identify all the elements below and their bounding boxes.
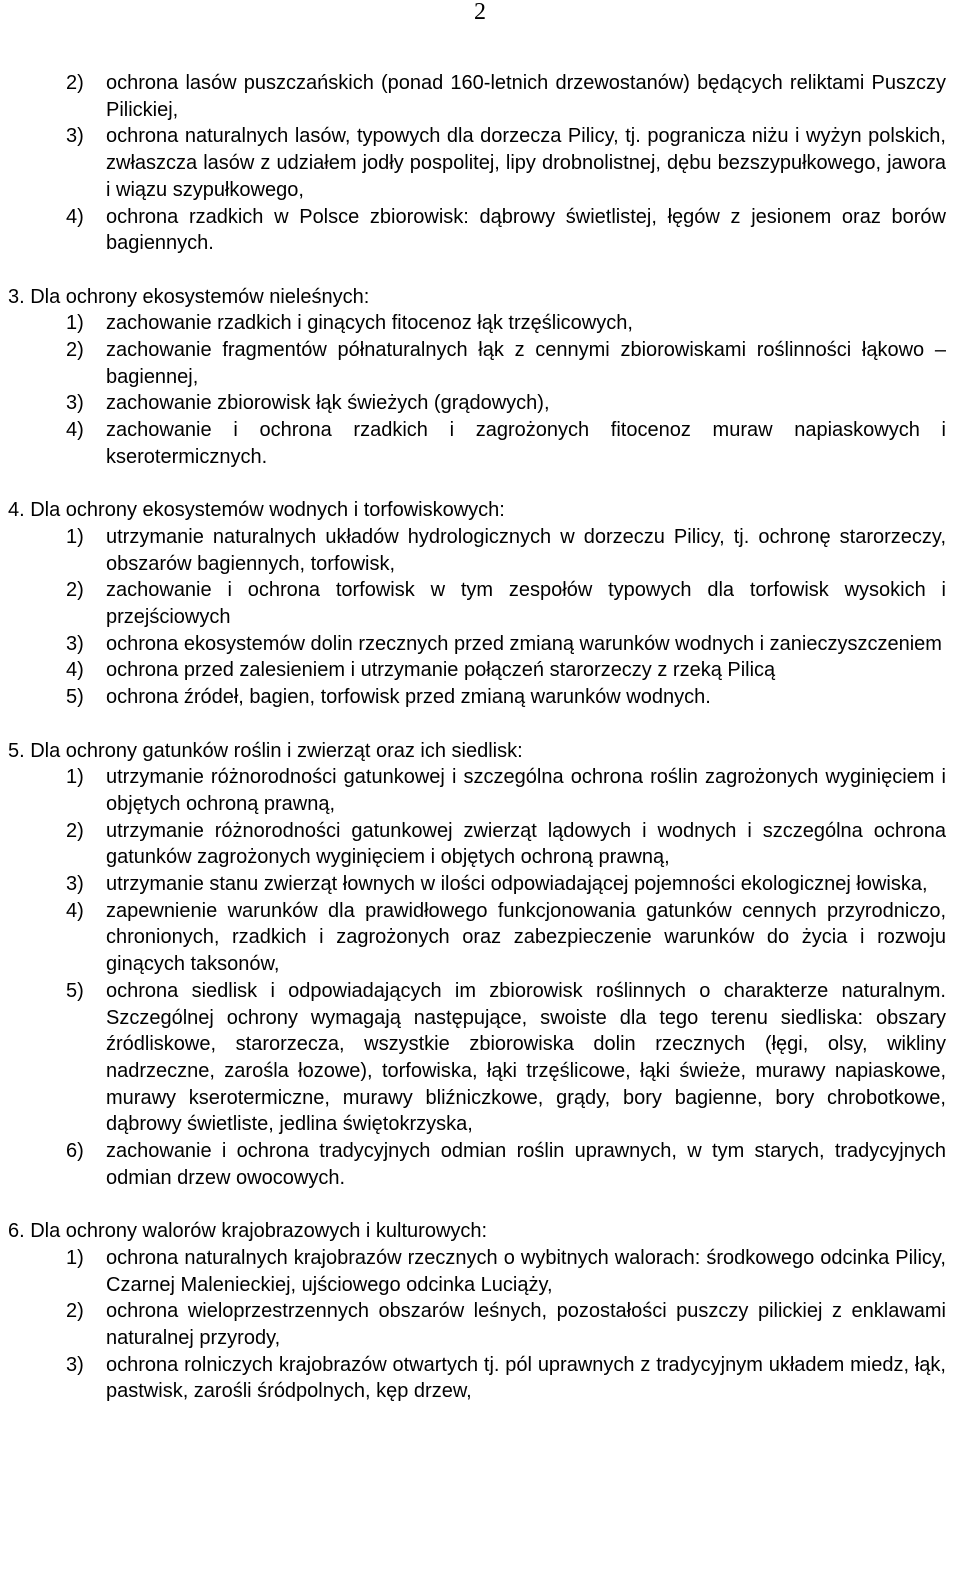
top-list — [0, 70, 960, 257]
item-text: ochrona ekosystemów dolin rzecznych przed zmianą warunków wodnych i zanieczyszczeniem — [106, 632, 942, 655]
document-content — [0, 70, 960, 1432]
item-text: ochrona rolniczych krajobrazów otwartych tj. pól uprawnych z tradycyjnym układem miedz, łąk, pastwisk, zarośli śródpolnych, kęp drzew, — [106, 1353, 946, 1403]
item-number: 5) — [66, 979, 84, 1002]
item-number: 1) — [66, 525, 84, 548]
item-number: 3) — [66, 125, 84, 148]
item-text: ochrona lasów puszczańskich (ponad 160-letnich drzewostanów) będących reliktami Puszczy Pilickiej, — [106, 72, 946, 121]
list-item — [0, 898, 946, 978]
item-number: 2) — [66, 339, 84, 362]
item-text: utrzymanie różnorodności gatunkowej zwierząt lądowych i wodnych i szczególna ochrona gatunków zagrożonych wyginięciem i objętych ochroną prawną, — [106, 819, 946, 869]
item-text: ochrona wieloprzestrzennych obszarów leśnych, pozostałości puszczy pilickiej z enklawami naturalnej przyrody, — [106, 1300, 946, 1349]
list-item — [0, 684, 946, 711]
item-number: 2) — [66, 579, 84, 602]
item-text: utrzymanie stanu zwierząt łownych w ilości odpowiadającej pojemności ekologicznej łowiska, — [106, 873, 928, 896]
item-number: 4) — [66, 419, 84, 442]
item-text: ochrona rzadkich w Polsce zbiorowisk: dąbrowy świetlistej, łęgów z jesionem oraz borów bagiennych. — [106, 205, 946, 255]
list-item — [0, 1352, 946, 1405]
item-number: 1) — [66, 1246, 84, 1269]
item-number: 5) — [66, 686, 84, 709]
list-item — [0, 123, 946, 203]
item-number: 2) — [66, 1300, 84, 1323]
list-item — [0, 204, 946, 257]
section-6 — [0, 1218, 960, 1405]
item-number: 1) — [66, 766, 84, 789]
item-text: zachowanie i ochrona rzadkich i zagrożonych fitocenoz muraw napiaskowych i kserotermicznych. — [106, 419, 946, 468]
item-number: 3) — [66, 392, 84, 415]
item-text: zapewnienie warunków dla prawidłowego funkcjonowania gatunków cennych przyrodniczo, chronionych, rzadkich i zagrożonych oraz zabezpieczenie warunków do życia i rozwoju ginących taksonów, — [106, 899, 946, 976]
list-item — [0, 1138, 946, 1191]
item-number: 3) — [66, 1353, 84, 1376]
item-text: zachowanie fragmentów półnaturalnych łąk z cennymi zbiorowiskami roślinności łąkowo – bagiennej, — [106, 339, 946, 388]
list-item — [0, 70, 946, 123]
item-text: utrzymanie naturalnych układów hydrologicznych w dorzeczu Pilicy, tj. ochronę starorzeczy, obszarów bagiennych, torfowisk, — [106, 525, 946, 575]
list-item — [0, 1245, 946, 1298]
list-item — [0, 871, 946, 898]
item-number: 1) — [66, 312, 84, 335]
item-number: 2) — [66, 819, 84, 842]
list-item — [0, 764, 946, 817]
section-heading: 3. Dla ochrony ekosystemów nieleśnych: — [8, 285, 370, 308]
item-text: ochrona źródeł, bagien, torfowisk przed zmianą warunków wodnych. — [106, 686, 711, 709]
section-3 — [0, 284, 960, 471]
item-number: 4) — [66, 659, 84, 682]
list-item — [0, 577, 946, 630]
list-item — [0, 390, 946, 417]
item-text: ochrona naturalnych krajobrazów rzecznych o wybitnych walorach: środkowego odcinka Pilicy, Czarnej Malenieckiej, ujściowego odcinka Luciąży, — [106, 1246, 946, 1296]
section-heading: 4. Dla ochrony ekosystemów wodnych i torfowiskowych: — [8, 499, 505, 522]
page-number: 2 — [474, 0, 486, 25]
list-item — [0, 657, 946, 684]
item-number: 4) — [66, 899, 84, 922]
list-item — [0, 524, 946, 577]
item-number: 3) — [66, 873, 84, 896]
item-number: 2) — [66, 72, 84, 94]
item-text: ochrona przed zalesieniem i utrzymanie połączeń starorzeczy z rzeką Pilicą — [106, 659, 776, 682]
section-4 — [0, 497, 960, 711]
item-text: zachowanie zbiorowisk łąk świeżych (grądowych), — [106, 392, 550, 415]
item-text: ochrona naturalnych lasów, typowych dla dorzecza Pilicy, tj. pogranicza niżu i wyżyn polskich, zwłaszcza lasów z udziałem jodły pospolitej, lipy drobnolistnej, dębu bezszypułkowego, jawora i wiązu szypułkowego, — [106, 125, 946, 201]
item-text: zachowanie rzadkich i ginących fitocenoz łąk trzęślicowych, — [106, 312, 633, 335]
section-5 — [0, 738, 960, 1192]
list-item — [0, 631, 946, 658]
section-heading: 6. Dla ochrony walorów krajobrazowych i kulturowych: — [8, 1220, 488, 1243]
list-item — [0, 1298, 946, 1351]
item-text: utrzymanie różnorodności gatunkowej i szczególna ochrona roślin zagrożonych wyginięciem i objętych ochroną prawną, — [106, 766, 946, 815]
item-number: 6) — [66, 1140, 84, 1163]
item-text: zachowanie i ochrona torfowisk w tym zespołów typowych dla torfowisk wysokich i przejściowych — [106, 579, 946, 629]
item-text: ochrona siedlisk i odpowiadających im zbiorowisk roślinnych o charakterze naturalnym. Szczególnej ochrony wymagają następujące, swoiste dla tego terenu siedliska: obszary źródliskowe, starorzecza, wszystkie zbiorowiska dolin rzecznych (łęgi, olsy, wikliny nadrzeczne, zarośla łozowe), torfowiska, łąki trzęślicowe, łąki świeże, murawy napiaskowe, murawy kserotermiczne, murawy bliźniczkowe, grądy, bory bagienne, bory chrobotkowe, dąbrowy świetliste, jedlina świętokrzyska, — [106, 979, 946, 1136]
item-text: zachowanie i ochrona tradycyjnych odmian roślin uprawnych, w tym starych, tradycyjnych odmian drzew owocowych. — [106, 1140, 946, 1189]
item-number: 4) — [66, 205, 84, 228]
section-heading: 5. Dla ochrony gatunków roślin i zwierząt oraz ich siedlisk: — [8, 739, 523, 762]
list-item — [0, 818, 946, 871]
list-item — [0, 337, 946, 390]
list-item — [0, 310, 946, 337]
list-item — [0, 978, 946, 1138]
list-item — [0, 417, 946, 470]
item-number: 3) — [66, 632, 84, 655]
